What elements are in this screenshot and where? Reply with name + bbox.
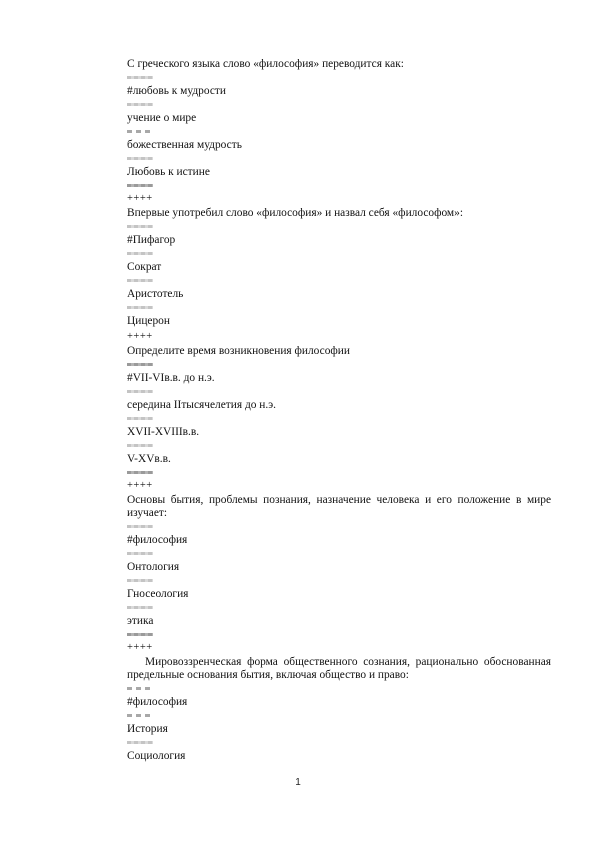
text-line: Гносеология [127, 588, 189, 600]
separator-line [127, 525, 153, 528]
text-line: #философия [127, 696, 188, 708]
text-line: С греческого языка слово «философия» переводится как: [127, 58, 404, 70]
question-delimiter: ++++ [127, 480, 153, 491]
separator-line [127, 363, 153, 366]
separator-line [127, 130, 153, 133]
text-line: середина IIтысячелетия до н.э. [127, 399, 276, 411]
text-line: XVII-XVIIIв.в. [127, 426, 200, 438]
text-line: Впервые употребил слово «философия» и назвал себя «философом»: [127, 207, 464, 219]
question-delimiter: ++++ [127, 642, 153, 653]
separator-line [127, 306, 153, 309]
separator-line [127, 184, 153, 187]
separator-line [127, 103, 153, 106]
text-line: этика [127, 615, 154, 627]
question-delimiter: ++++ [127, 193, 153, 204]
separator-line [127, 741, 153, 744]
separator-line [127, 417, 153, 420]
text-line: божественная мудрость [127, 139, 242, 151]
text-line: Аристотель [127, 288, 184, 300]
text-line: учение о мире [127, 112, 197, 124]
text-line: #VII-VIв.в. до н.э. [127, 372, 215, 384]
separator-line [127, 390, 153, 393]
separator-line [127, 471, 153, 474]
separator-line [127, 552, 153, 555]
separator-line [127, 687, 153, 690]
text-line: Сократ [127, 261, 162, 273]
separator-line [127, 252, 153, 255]
text-line: #философия [127, 534, 188, 546]
question-text: Основы бытия, проблемы познания, назначение человека и его положение в мире изучает: [127, 494, 551, 519]
text-line: История [127, 723, 168, 735]
separator-line [127, 279, 153, 282]
text-line: Любовь к истине [127, 166, 210, 178]
question-text: Мировоззренческая форма общественного сознания, рационально обоснованная предельные основания бытия, включая общество и право: [127, 656, 551, 681]
separator-line [127, 225, 153, 228]
separator-line [127, 444, 153, 447]
separator-line [127, 157, 153, 160]
text-line: #любовь к мудрости [127, 85, 226, 97]
document-body [127, 58, 551, 763]
question-delimiter: ++++ [127, 331, 153, 342]
text-line: Социология [127, 750, 186, 762]
text-line: Онтология [127, 561, 180, 573]
separator-line [127, 579, 153, 582]
separator-line [127, 714, 153, 717]
text-line: Определите время возникновения философии [127, 345, 350, 357]
text-line: Цицерон [127, 315, 170, 327]
page-number: 1 [295, 777, 301, 788]
text-line: V-XVв.в. [127, 453, 171, 465]
text-line: #Пифагор [127, 234, 176, 246]
separator-line [127, 633, 153, 636]
separator-line [127, 606, 153, 609]
separator-line [127, 76, 153, 79]
